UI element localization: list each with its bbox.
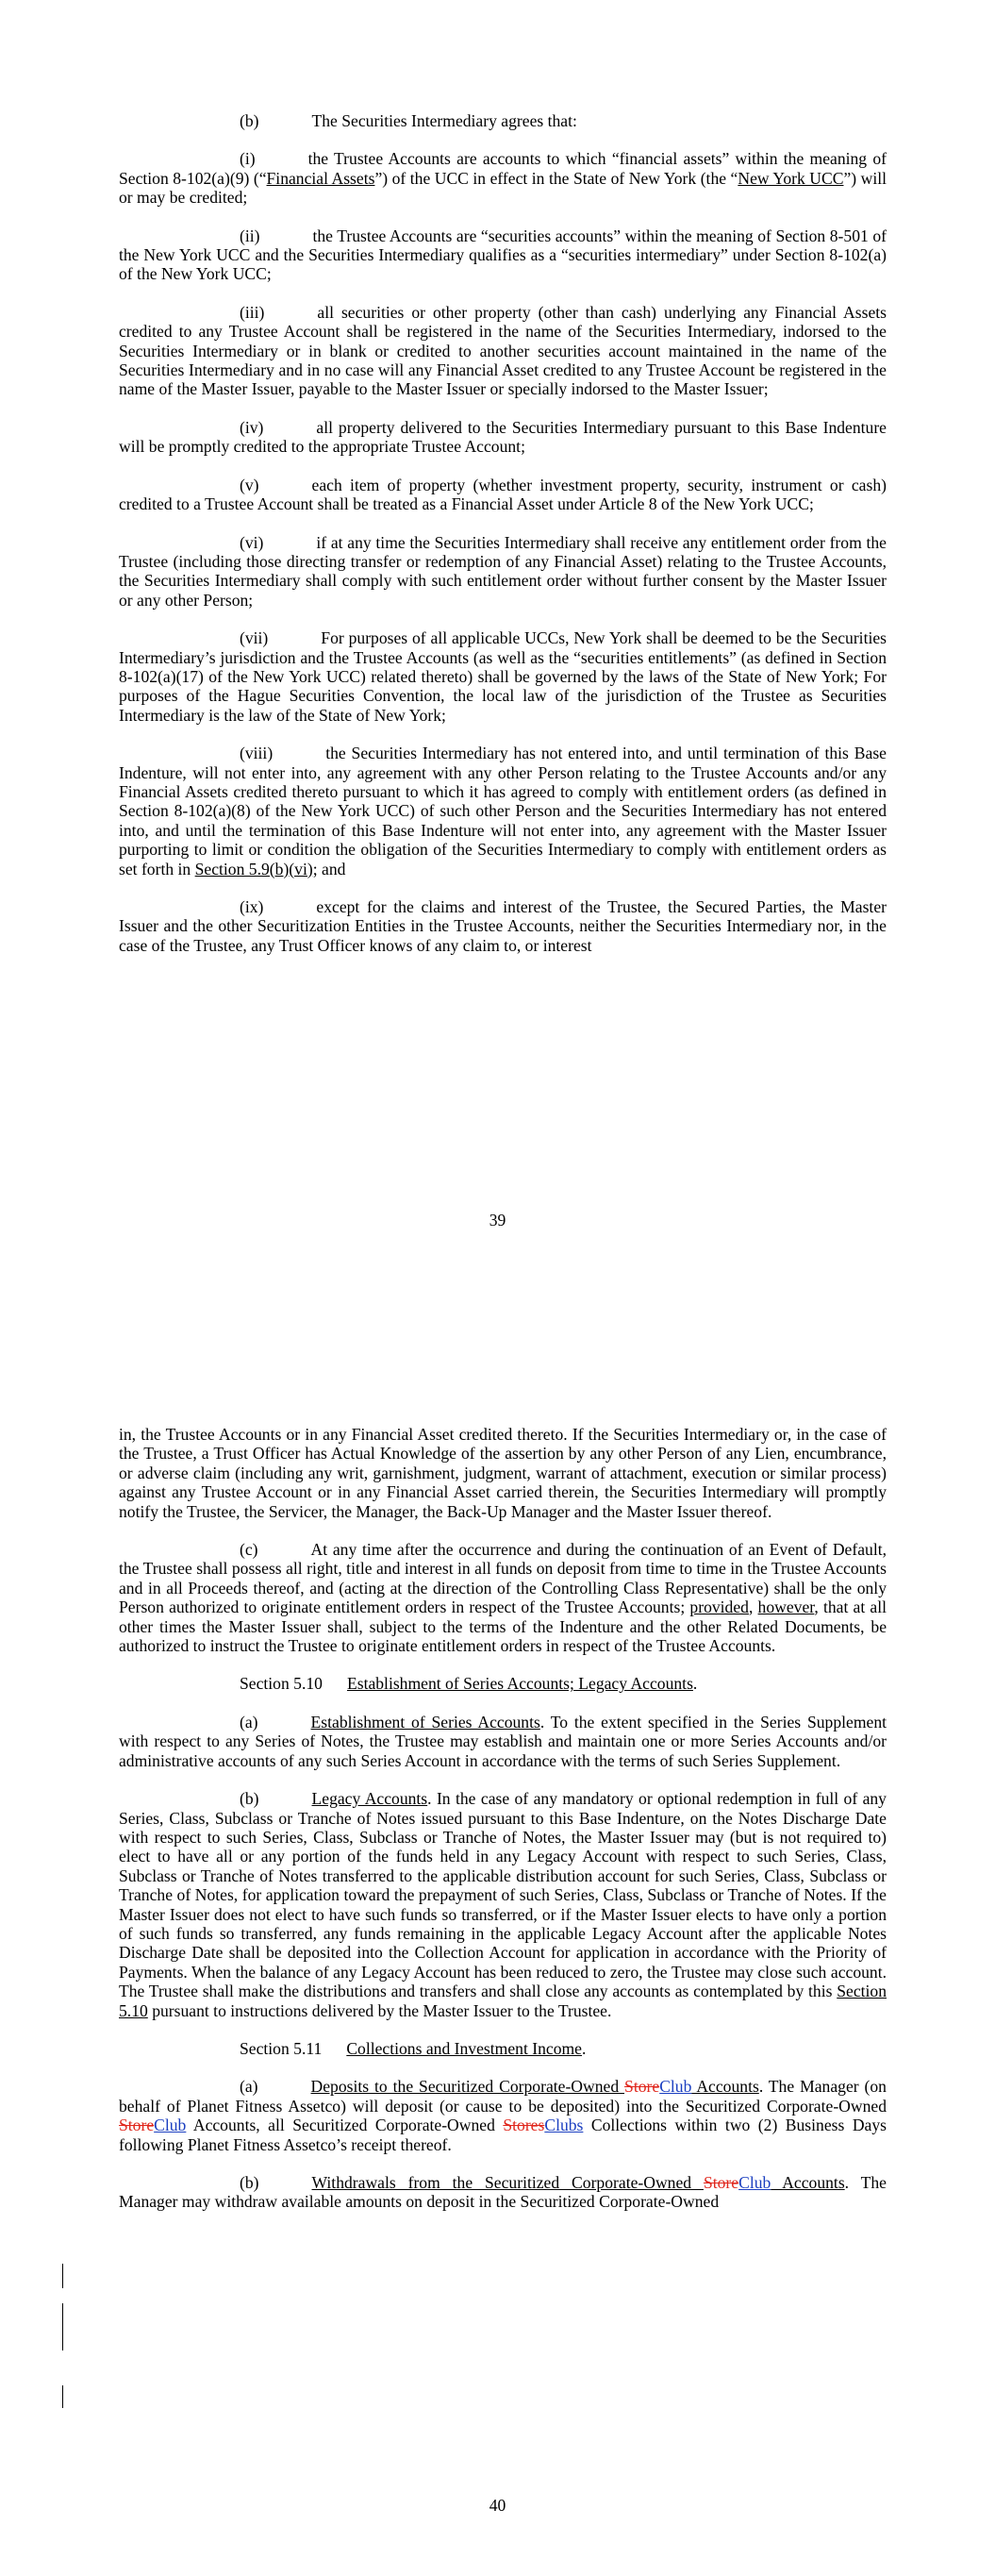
defined-term-new-york-ucc: New York UCC [738,168,844,188]
section-5-11-heading [119,2039,887,2058]
clause-text: For purposes of all applicable UCCs, New York shall be deemed to be the Securities Intermediary’s jurisdiction and the Trustee Accounts (as well as the “securities entitlements” (as defined in Section 8-102(a)(17) of the New York UCC) related thereto) shall be governed by the laws of the State of New York; For purposes of the Hague Securities Convention, the local law of the jurisdiction of the Trustee as Securities Intermediary is the law of the State of New York; [119,628,887,725]
clause-b [119,111,887,130]
page-40-body [119,1425,887,2231]
clause-label: (b) [240,111,259,130]
clause-text: The Securities Intermediary agrees that: [311,111,577,130]
defined-term-financial-assets: Financial Assets [266,168,375,188]
deleted-text: Store [703,2173,739,2192]
section-period: . [581,2038,587,2058]
clause-text: the Trustee Accounts are “securities accounts” within the meaning of Section 8-501 of the New York UCC and the Securities Intermediary qualifies as a “securities intermediary” under Section 8-102(a) of the New York UCC; [119,226,887,284]
clause-label: (viii) [240,744,274,763]
clause-text: . The Manager (on behalf of Planet Fitness Assetco) will deposit (or cause to be deposited) into the Securitized Corporate-Owned [119,2077,887,2116]
clause-title: Deposits to the Securitized Corporate-Owned [310,2077,625,2097]
clause-label: (b) [240,1789,259,1809]
clause-text: the Trustee Accounts are accounts to which “financial assets” within the meaning of Section 8-102(a)(9) (“ [119,149,887,188]
deleted-text: Stores [503,2116,545,2135]
page-number: 40 [489,2496,506,2515]
clause-label: (iv) [240,417,264,437]
term-however: however [757,1597,815,1617]
clause-title: Establishment of Series Accounts [310,1712,540,1731]
clause-ii [119,226,887,284]
clause-ix [119,897,887,955]
clause-c [119,1540,887,1655]
inserted-text: Clubs [544,2116,584,2135]
cross-reference-section-5-9: Section 5.9(b)(vi) [194,859,313,878]
page-gap [0,1293,995,1392]
clause-text: ”) of the UCC in effect in the State of New York (the “ [374,168,738,188]
inserted-text: Club [154,2116,187,2135]
clause-iii [119,303,887,399]
inserted-text: Club [659,2077,692,2097]
change-bar [62,2328,63,2350]
deleted-text: Store [119,2116,155,2135]
section-period: . [692,1674,698,1694]
clause-text: ”) will or may be credited; [119,168,887,208]
clause-text: if at any time the Securities Intermediary shall receive any entitlement order from the Trustee (including those directing transfer or redemption of any Financial Asset) relating to the Trustee Accounts, the Securities Intermediary shall comply with such entitlement order without further consent by the Master Issuer or any other Person; [119,532,887,610]
clause-label: (v) [240,475,259,494]
clause-vii [119,628,887,725]
section-number: Section 5.10 [240,1674,323,1694]
clause-text: each item of property (whether investment property, security, instrument or cash) credited to a Trustee Account shall be treated as a Financial Asset under Article 8 of the New York UCC; [119,475,887,514]
clause-text: , that at all other times the Master Issuer shall, subject to the terms of the Indenture and the other Related Documents, be authorized to instruct the Trustee to originate entitlement orders in respect of the Trustee Accounts. [119,1597,887,1656]
section-5-10-a [119,1713,887,1770]
clause-label: (a) [240,2077,258,2097]
clause-text: all property delivered to the Securities Intermediary pursuant to this Base Indenture will be promptly credited to the appropriate Trustee Account; [119,417,887,457]
clause-label: (ix) [240,897,264,916]
clause-text: the Securities Intermediary has not entered into, and until termination of this Base Indenture, will not enter into, any agreement with any other Person relating to the Trustee Accounts and/or any Financial Assets credited thereto pursuant to which it has agreed to comply with entitlement orders (as defined in Section 8-102(a)(8) of the New York UCC) of such other Person and the Securities Intermediary has not entered into, and until the termination of this Base Indenture will not enter into, any agreement with the Master Issuer purporting to limit or condition the obligation of the Securities Intermediary to comply with entitlement orders as set forth in [119,744,887,878]
change-bar [62,2385,63,2408]
clause-v [119,476,887,514]
clause-i [119,149,887,207]
section-5-11-a [119,2077,887,2154]
term-provided: provided [689,1597,749,1617]
clause-text: Accounts, all Securitized Corporate-Owned [186,2116,504,2135]
page-39-body [119,111,887,974]
clause-label: (a) [240,1712,258,1731]
clause-title: Accounts [691,2077,759,2097]
clause-text: . The Manager may withdraw available amounts on deposit in the Securitized Corporate-Owned [119,2173,887,2212]
clause-label: (vii) [240,628,269,648]
page-number: 39 [489,1211,506,1229]
clause-text: pursuant to instructions delivered by the Master Issuer to the Trustee. [147,2000,612,2020]
clause-label: (vi) [240,532,264,552]
clause-text: , [748,1597,758,1617]
clause-text: . To the extent specified in the Series Supplement with respect to any Series of Notes, the Trustee may establish and maintain one or more Series Accounts and/or administrative accounts of any such Series Account in accordance with the terms of such Series Supplement. [119,1712,887,1770]
clause-title: Accounts [771,2173,845,2192]
section-title: Establishment of Series Accounts; Legacy Accounts [346,1674,693,1694]
clause-title: Legacy Accounts [311,1789,428,1809]
section-5-10-b [119,1789,887,2020]
clause-label: (iii) [240,302,265,322]
clause-text: Collections within two (2) Business Days following Planet Fitness Assetco’s receipt thereof. [119,2116,887,2154]
clause-vi [119,533,887,611]
clause-title: Withdrawals from the Securitized Corporate-Owned [311,2173,704,2192]
inserted-text: Club [738,2173,771,2192]
clause-label: (b) [240,2173,259,2192]
clause-label: (ii) [240,226,260,245]
section-title: Collections and Investment Income [346,2038,582,2058]
clause-label: (i) [240,149,256,169]
clause-text: At any time after the occurrence and during the continuation of an Event of Default, the Trustee shall possess all right, title and interest in all funds on deposit from time to time in the Trustee Accounts and in all Proceeds thereof, and (acting at the direction of the Controlling Class Representative) shall be the only Person authorized to originate entitlement orders in respect of the Trustee Accounts; [119,1540,887,1617]
clause-iv [119,418,887,457]
continuation-paragraph: in, the Trustee Accounts or in any Financial Asset credited thereto. If the Securities Intermediary or, in the case of the Trustee, a Trust Officer has Actual Knowledge of the assertion by any other Person of any Lien, encumbrance, or adverse claim (including any writ, garnishment, judgment, warrant of attachment, execution or similar process) against any Trustee Account or in any Financial Asset carried therein, the Securities Intermediary will promptly notify the Trustee, the Servicer, the Manager, the Back-Up Manager and the Master Issuer thereof. [119,1425,887,1521]
clause-text: ; and [312,859,346,878]
clause-text: except for the claims and interest of the Trustee, the Secured Parties, the Master Issuer and the other Securitization Entities in the Trustee Accounts, neither the Securities Intermediary nor, in the case of the Trustee, any Trust Officer knows of any claim to, or interest [119,897,887,955]
clause-text: all securities or other property (other than cash) underlying any Financial Assets credited to any Trustee Account shall be registered in the name of the Securities Intermediary, indorsed to the Securities Intermediary or in blank or credited to another securities account maintained in the name of the Securities Intermediary and in no case will any Financial Asset credited to any Trustee Account be registered in the name of the Master Issuer, payable to the Master Issuer or specially indorsed to the Master Issuer; [119,302,887,399]
clause-label: (c) [240,1540,258,1560]
change-bar [62,2264,63,2288]
clause-text: . In the case of any mandatory or optional redemption in full of any Series, Class, Subclass or Tranche of Notes issued pursuant to this Base Indenture, on the Notes Discharge Date with respect to such Series, Class, Subclass or Tranche of Notes, the Master Issuer may (but is not required to) elect to have all or any portion of the funds held in any Legacy Account with respect to such Series, Class, Subclass or Tranche of Notes transferred to the applicable distribution account for such Series, Class, Subclass or Tranche of Notes, for application toward the prepayment of such Series, Class, Subclass or Tranche of Notes. If the Master Issuer does not elect to have such funds so transferred, or if the Master Issuer elects to have only a portion of such funds so transferred, any funds remaining in the applicable Legacy Account after the applicable Notes Discharge Date shall be deposited into the Collection Account for application in accordance with the Priority of Payments. When the balance of any Legacy Account has been reduced to zero, the Trustee may close such account. The Trustee shall make the distributions and transfers and shall close any accounts as contemplated by this [119,1789,887,2001]
cross-reference-section-5-10: Section 5.10 [119,1982,887,2020]
page-40 [0,1392,995,2576]
deleted-text: Store [624,2077,660,2097]
section-5-10-heading [119,1674,887,1693]
section-5-11-b [119,2173,887,2212]
section-number: Section 5.11 [240,2038,323,2058]
clause-viii [119,744,887,878]
change-bar [62,2303,63,2328]
